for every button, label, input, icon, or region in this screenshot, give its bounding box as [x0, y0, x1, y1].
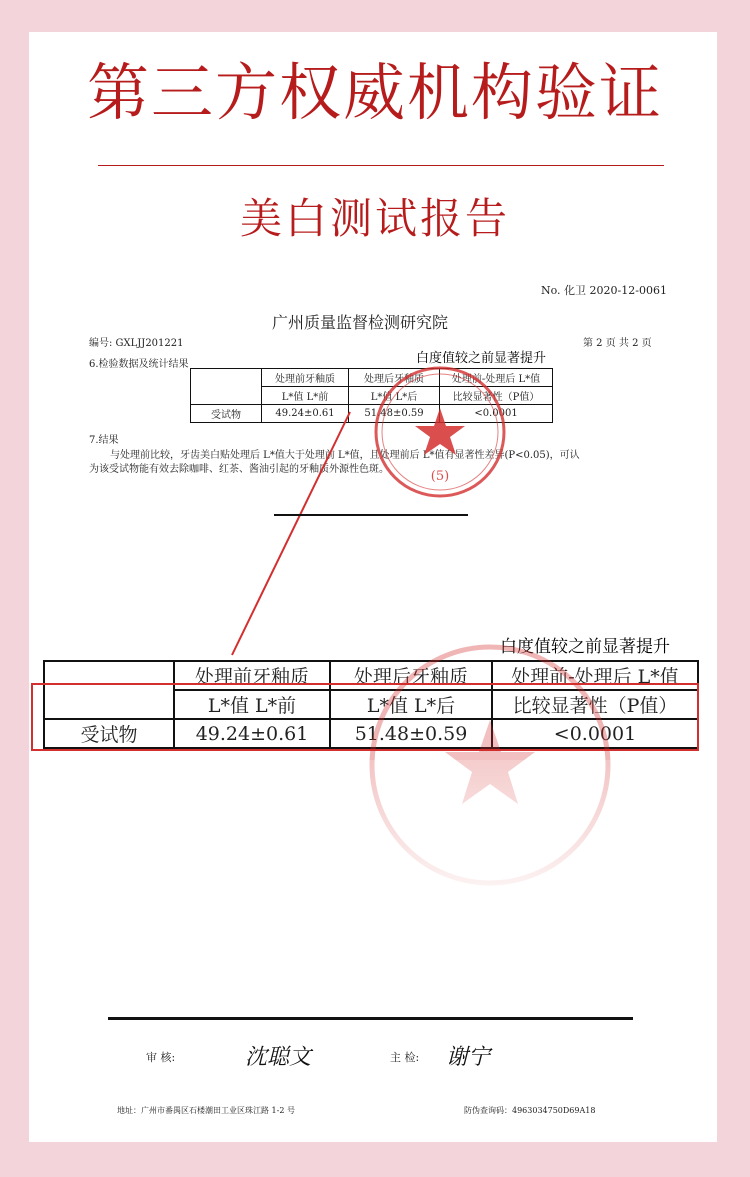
headline: 第三方权威机构验证 — [86, 56, 663, 129]
table-header: L*值 L*后 — [330, 690, 492, 719]
reviewer-label: 审 核: — [146, 1051, 176, 1064]
table-cell: 受试物 — [191, 405, 262, 423]
annotation-small: 白度值较之前显著提升 — [416, 351, 547, 366]
table-cell: 49.24±0.61 — [262, 405, 349, 423]
table-header: 处理后牙釉质 — [349, 369, 440, 387]
subheadline: 美白测试报告 — [239, 194, 510, 243]
section-6-title: 6.检验数据及统计结果 — [89, 359, 189, 370]
table-cell: 受试物 — [44, 719, 174, 748]
table-header: 处理前-处理后 L*值 — [492, 661, 698, 690]
table-header: 比较显著性（P值） — [492, 690, 698, 719]
inspector-label: 主 检: — [390, 1051, 420, 1064]
signature-divider — [108, 1017, 633, 1020]
fade-overlay — [36, 760, 716, 910]
annotation-large: 白度值较之前显著提升 — [500, 637, 670, 657]
table-header: 处理前牙釉质 — [174, 661, 330, 690]
address: 地址：广州市番禺区石楼潮田工业区珠江路 1-2 号 — [117, 1106, 295, 1115]
verify-code: 防伪查询码：4963034750D69A18 — [464, 1106, 596, 1115]
page-count: 第 2 页 共 2 页 — [583, 338, 652, 349]
table-cell: <0.0001 — [492, 719, 698, 748]
table-header: 处理前牙釉质 — [262, 369, 349, 387]
table-header: L*值 L*前 — [262, 387, 349, 405]
table-header: 处理前-处理后 L*值 — [440, 369, 553, 387]
table-cell: 49.24±0.61 — [174, 719, 330, 748]
inspector-signature: 谢宁 — [446, 1045, 491, 1070]
result-text-line2: 为该受试物能有效去除咖啡、红茶、酱油引起的牙釉质外源性色斑。 — [89, 464, 389, 475]
table-header: L*值 L*后 — [349, 387, 440, 405]
seal-number: (5) — [430, 469, 450, 484]
section-7-title: 7.结果 — [89, 435, 119, 446]
table-cell: 51.48±0.59 — [349, 405, 440, 423]
table-header: 比较显著性（P值） — [440, 387, 553, 405]
table-header: L*值 L*前 — [174, 690, 330, 719]
institute-title: 广州质量监督检测研究院 — [272, 313, 449, 332]
table-cell: <0.0001 — [440, 405, 553, 423]
table-header: 处理后牙釉质 — [330, 661, 492, 690]
report-number: No. 化卫 2020-12-0061 — [541, 284, 667, 297]
result-text-line1: 与处理前比较，牙齿美白贴处理后 L*值大于处理前 L*值，且处理前后 L*值有显著性差异(P<0.05)，可认 — [110, 450, 580, 461]
report-code: 编号: GXLJJ201221 — [89, 338, 184, 349]
reviewer-signature: 沈聪文 — [245, 1045, 312, 1070]
table-cell: 51.48±0.59 — [330, 719, 492, 748]
